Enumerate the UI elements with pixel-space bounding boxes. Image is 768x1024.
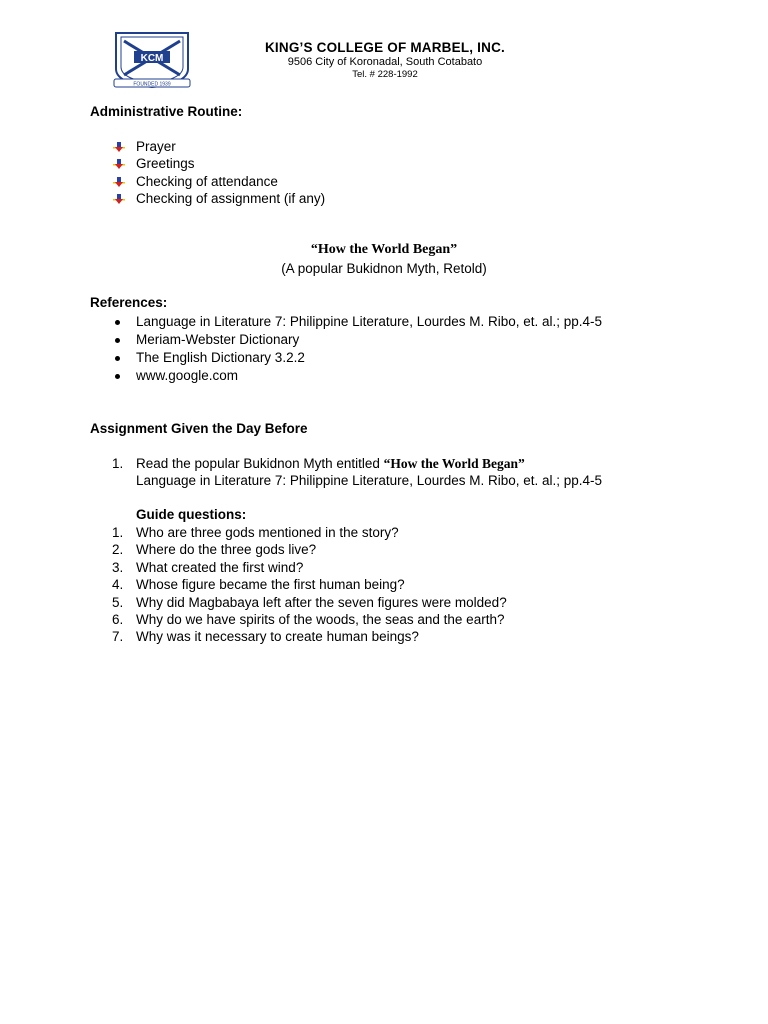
guide-questions-list — [112, 524, 507, 646]
question-text: Why do we have spirits of the woods, the seas and the earth? — [136, 612, 505, 628]
question-number: 6. — [112, 612, 124, 628]
assignment-list — [112, 455, 602, 490]
question-text: Where do the three gods live? — [136, 542, 317, 558]
story-title: “How the World Began” — [310, 242, 458, 257]
logo-text: KCM — [140, 53, 164, 64]
assignment-text: Read the popular Bukidnon Myth entitled — [136, 456, 384, 471]
list-item — [112, 628, 507, 645]
reference-item: Meriam-Webster Dictionary — [136, 332, 300, 347]
assignment-heading: Assignment Given the Day Before — [90, 421, 308, 436]
list-item — [112, 541, 507, 558]
bullet-dot-icon — [115, 356, 120, 361]
bullet-dot-icon — [115, 320, 120, 325]
arrow-bullet-icon — [113, 142, 125, 152]
arrow-bullet-icon — [113, 177, 125, 187]
list-item — [112, 138, 325, 155]
school-header — [220, 40, 550, 81]
routine-list — [112, 138, 325, 207]
story-subtitle: (A popular Bukidnon Myth, Retold) — [281, 261, 487, 276]
item-number: 1. — [112, 456, 124, 471]
bullet-dot-icon — [115, 338, 120, 343]
arrow-bullet-icon — [113, 194, 125, 204]
list-item — [112, 155, 325, 172]
references-heading: References: — [90, 295, 168, 310]
list-item — [112, 331, 602, 349]
question-text: Who are three gods mentioned in the story? — [136, 525, 399, 540]
list-item — [112, 313, 602, 331]
routine-item: Checking of attendance — [136, 173, 278, 189]
question-number: 2. — [112, 542, 124, 558]
question-number: 1. — [112, 525, 124, 540]
list-item — [112, 349, 602, 367]
list-item — [112, 367, 602, 385]
bullet-dot-icon — [115, 374, 120, 379]
question-text: Why was it necessary to create human beings? — [136, 629, 419, 645]
question-number: 7. — [112, 629, 124, 645]
list-item — [112, 524, 507, 541]
guide-heading: Guide questions: — [136, 507, 247, 522]
list-item — [112, 576, 507, 593]
list-item — [112, 594, 507, 611]
list-item — [112, 455, 602, 490]
school-address: 9506 City of Koronadal, South Cotabato — [287, 56, 483, 68]
question-text: What created the first wind? — [136, 559, 304, 575]
question-text: Why did Magbabaya left after the seven figures were molded? — [136, 594, 507, 610]
school-name: KING’S COLLEGE OF MARBEL, INC. — [264, 40, 505, 55]
school-telephone: Tel. # 228-1992 — [352, 69, 418, 80]
reference-item: The English Dictionary 3.2.2 — [136, 350, 305, 365]
assignment-story-title: “How the World Began” — [383, 456, 525, 471]
routine-heading: Administrative Routine: — [90, 104, 243, 119]
list-item — [112, 190, 325, 207]
references-list — [112, 313, 602, 385]
list-item — [112, 611, 507, 628]
assignment-source: Language in Literature 7: Philippine Literature, Lourdes M. Ribo, et. al.; pp.4-5 — [136, 473, 603, 489]
routine-item: Checking of assignment (if any) — [136, 190, 326, 206]
question-number: 3. — [112, 559, 124, 575]
logo-founded: FOUNDED 1939 — [133, 81, 171, 88]
list-item — [112, 559, 507, 576]
question-text: Whose figure became the first human being? — [136, 577, 405, 593]
list-item — [112, 173, 325, 190]
routine-item: Greetings — [136, 156, 195, 172]
routine-item: Prayer — [136, 139, 176, 154]
reference-item: Language in Literature 7: Philippine Literature, Lourdes M. Ribo, et. al.; pp.4-5 — [136, 314, 603, 329]
reference-item: www.google.com — [136, 368, 239, 383]
question-number: 5. — [112, 594, 124, 610]
arrow-bullet-icon — [113, 159, 125, 169]
school-logo — [108, 29, 196, 89]
question-number: 4. — [112, 577, 124, 593]
